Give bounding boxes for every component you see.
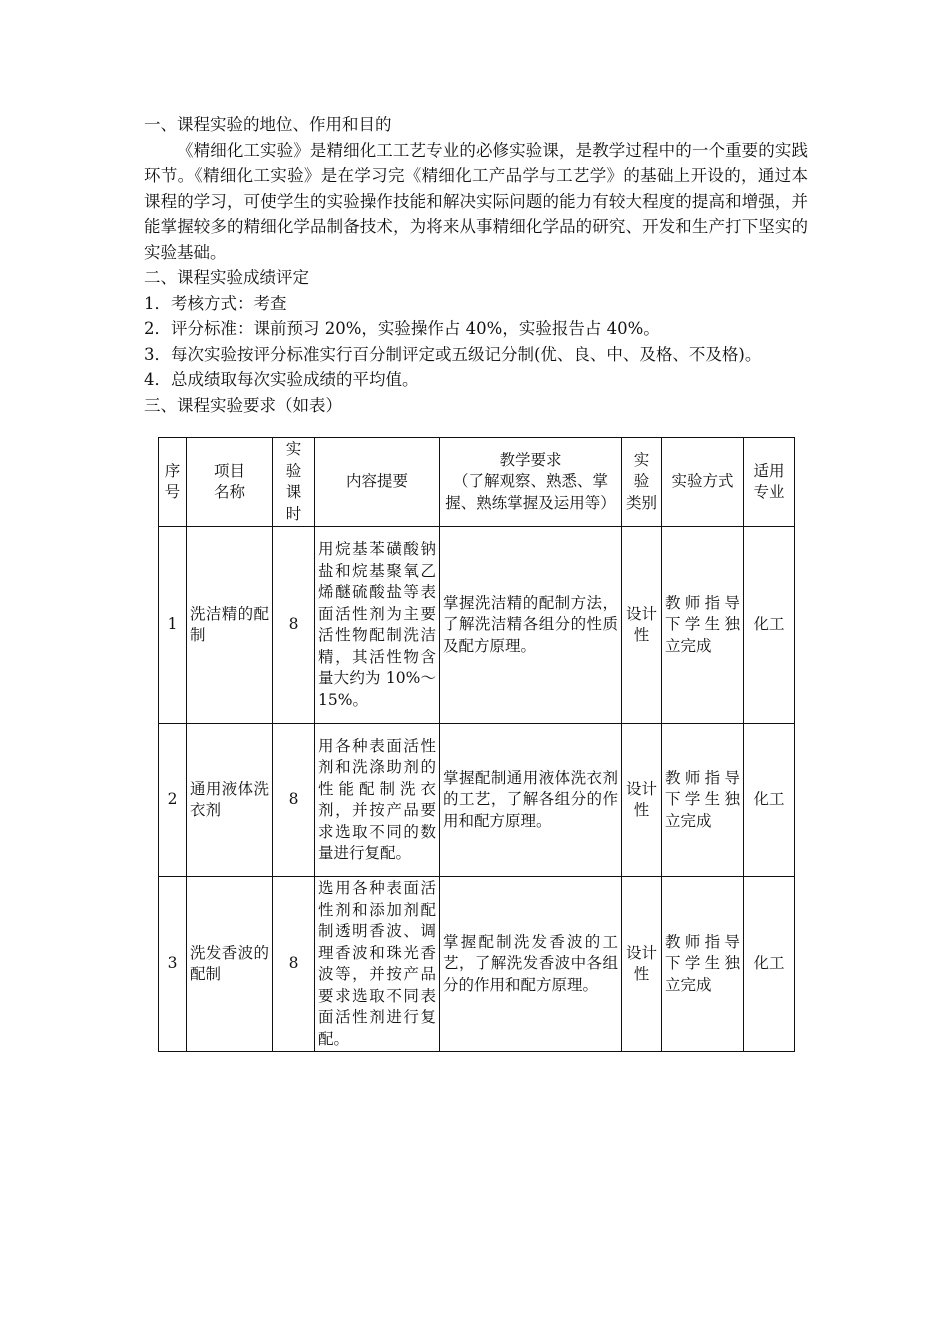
header-type: 实 验 类别 — [622, 438, 662, 527]
row-seq: 3 — [159, 877, 187, 1052]
row-hours: 8 — [273, 527, 315, 724]
row-teaching: 掌握配制通用液体洗衣剂的工艺，了解各组分的作用和配方原理。 — [440, 724, 622, 877]
table-row — [159, 527, 795, 724]
assessment-item-3: 3．每次实验按评分标准实行百分制评定或五级记分制(优、良、中、及格、不及格)。 — [144, 344, 762, 364]
header-seq: 序 号 — [159, 438, 187, 527]
row-method: 教师指导下学生独立完成 — [662, 724, 744, 877]
row-method: 教师指导下学生独立完成 — [662, 527, 744, 724]
row-major: 化工 — [744, 527, 795, 724]
row-content: 用烷基苯磺酸钠盐和烷基聚氧乙烯醚硫酸盐等表面活性剂为主要活性物配制洗洁精，其活性物含量大约为 10%～15%。 — [315, 527, 440, 724]
header-major: 适用 专业 — [744, 438, 795, 527]
row-seq: 2 — [159, 724, 187, 877]
row-content: 用各种表面活性剂和洗涤助剂的性能配制洗衣剂，并按产品要求选取不同的数量进行复配。 — [315, 724, 440, 877]
header-hours: 实 验 课 时 — [273, 438, 315, 527]
row-name: 洗发香波的配制 — [187, 877, 273, 1052]
table-row — [159, 724, 795, 877]
table-row — [159, 877, 795, 1052]
assessment-item-1: 1．考核方式：考查 — [144, 293, 287, 313]
row-teaching: 掌握配制洗发香波的工艺，了解洗发香波中各组分的作用和配方原理。 — [440, 877, 622, 1052]
row-name: 洗洁精的配制 — [187, 527, 273, 724]
row-hours: 8 — [273, 724, 315, 877]
section1-heading: 一、课程实验的地位、作用和目的 — [144, 115, 392, 134]
header-teaching: 教学要求 （了解观察、熟悉、掌 握、熟练掌握及运用等） — [440, 438, 622, 527]
row-content: 选用各种表面活性剂和添加剂配制透明香波、调理香波和珠光香波等，并按产品要求选取不同表面活性剂进行复配。 — [315, 877, 440, 1052]
row-major: 化工 — [744, 877, 795, 1052]
row-teaching: 掌握洗洁精的配制方法，了解洗洁精各组分的性质及配方原理。 — [440, 527, 622, 724]
row-name: 通用液体洗衣剂 — [187, 724, 273, 877]
row-type: 设计性 — [622, 724, 662, 877]
assessment-item-2: 2．评分标准：课前预习 20%，实验操作占 40%，实验报告占 40%。 — [144, 319, 660, 338]
row-type: 设计性 — [622, 877, 662, 1052]
row-hours: 8 — [273, 877, 315, 1052]
row-seq: 1 — [159, 527, 187, 724]
header-method: 实验方式 — [662, 438, 744, 527]
header-name: 项目 名称 — [187, 438, 273, 527]
assessment-item-4: 4．总成绩取每次实验成绩的平均值。 — [144, 370, 419, 389]
section1-paragraph: 《精细化工实验》是精细化工工艺专业的必修实验课，是教学过程中的一个重要的实践环节。《精细化工实验》是在学习完《精细化工产品学与工艺学》的基础上开设的，通过本课程的学习，可使学生的实验操作技能和解决实际问题的能力有较大程度的提高和增强，并能掌握较多的精细化学品制备技术，为将来从事精细化学品的研究、开发和生产打下坚实的实验基础。 — [144, 140, 808, 262]
section3-heading: 三、课程实验要求（如表） — [144, 395, 342, 415]
table-header-row — [159, 438, 795, 527]
requirements-table — [158, 437, 795, 1052]
row-major: 化工 — [744, 724, 795, 877]
document-body — [144, 112, 808, 418]
row-method: 教师指导下学生独立完成 — [662, 877, 744, 1052]
row-type: 设计性 — [622, 527, 662, 724]
header-content: 内容提要 — [315, 438, 440, 527]
section2-heading: 二、课程实验成绩评定 — [144, 268, 309, 287]
